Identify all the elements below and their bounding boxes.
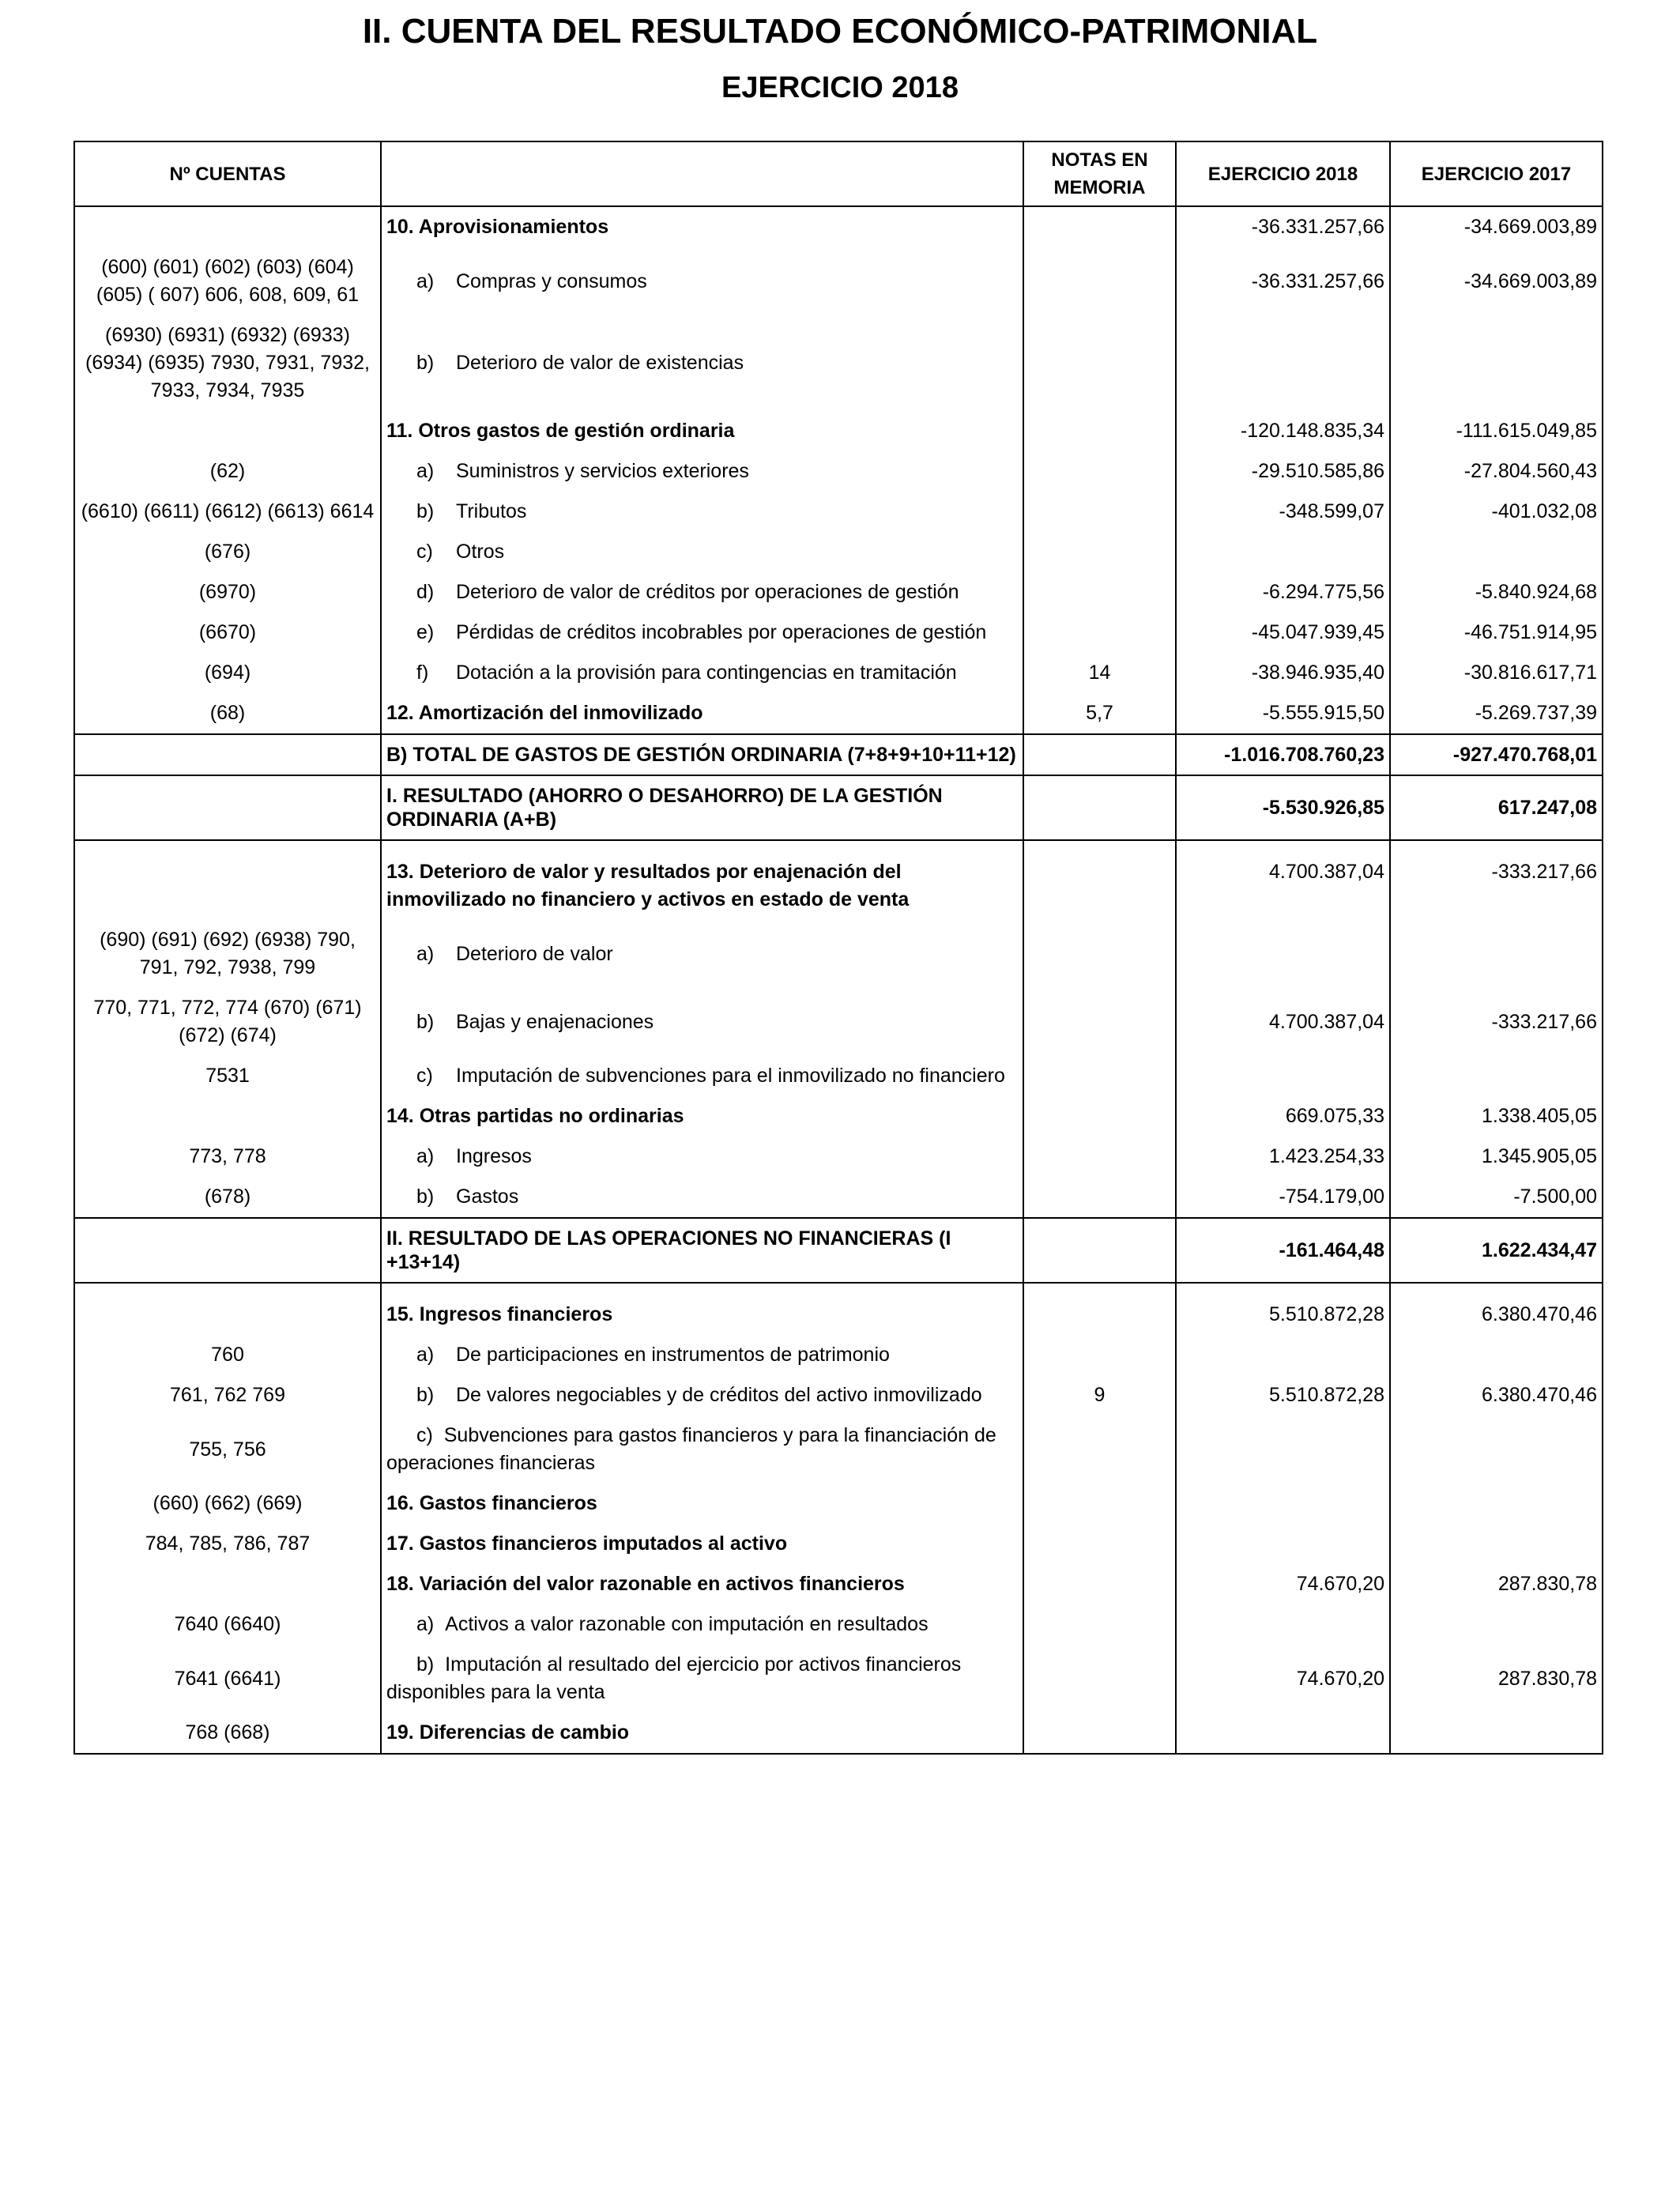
item-label: Otros — [456, 541, 505, 563]
total-row — [74, 1218, 1603, 1283]
line-description: 18. Variación del valor razonable en activos financieros — [381, 1564, 1023, 1604]
account-codes — [74, 1564, 381, 1604]
memoria-note — [1023, 1524, 1176, 1564]
value-2018: -38.946.935,40 — [1176, 653, 1390, 693]
value-2017 — [1390, 532, 1603, 572]
table-row — [74, 1177, 1603, 1218]
value-2018 — [1176, 532, 1390, 572]
value-2018 — [1176, 1335, 1390, 1375]
value-2018: 74.670,20 — [1176, 1564, 1390, 1604]
line-description — [381, 247, 1023, 315]
item-letter: a) — [416, 942, 435, 965]
value-2018: -1.016.708.760,23 — [1176, 734, 1390, 775]
item-label: Activos a valor razonable con imputación en resultados — [445, 1613, 929, 1635]
table-row — [74, 1645, 1603, 1713]
memoria-note — [1023, 1713, 1176, 1754]
line-description — [381, 653, 1023, 693]
item-label: Dotación a la provisión para contingencias en tramitación — [456, 662, 957, 684]
memoria-note — [1023, 840, 1176, 920]
memoria-note — [1023, 315, 1176, 411]
line-description — [381, 1645, 1023, 1713]
value-2018 — [1176, 1713, 1390, 1754]
column-header-ejercicio-2017: EJERCICIO 2017 — [1390, 141, 1603, 206]
table-row — [74, 1604, 1603, 1645]
table-row — [74, 1416, 1603, 1483]
value-2017: -46.751.914,95 — [1390, 613, 1603, 653]
account-codes — [74, 411, 381, 451]
item-label: Bajas y enajenaciones — [456, 1010, 654, 1033]
line-description — [381, 1375, 1023, 1416]
memoria-note — [1023, 1645, 1176, 1713]
line-description — [381, 1604, 1023, 1645]
value-2017: -333.217,66 — [1390, 840, 1603, 920]
memoria-note: 9 — [1023, 1375, 1176, 1416]
account-codes: 770, 771, 772, 774 (670) (671) (672) (674) — [74, 988, 381, 1056]
value-2018: -36.331.257,66 — [1176, 206, 1390, 247]
account-codes — [74, 1218, 381, 1283]
memoria-note — [1023, 613, 1176, 653]
value-2017 — [1390, 1713, 1603, 1754]
value-2017: 1.622.434,47 — [1390, 1218, 1603, 1283]
value-2017 — [1390, 1604, 1603, 1645]
item-letter: c) — [416, 541, 433, 563]
line-description — [381, 532, 1023, 572]
item-label: Imputación al resultado del ejercicio por activos financieros disponibles para la venta — [386, 1653, 962, 1703]
line-description — [381, 920, 1023, 988]
memoria-note — [1023, 1604, 1176, 1645]
item-letter: b) — [416, 1653, 435, 1676]
item-label: Deterioro de valor de existencias — [456, 352, 744, 374]
line-description: 11. Otros gastos de gestión ordinaria — [381, 411, 1023, 451]
memoria-note — [1023, 1056, 1176, 1096]
line-description — [381, 1137, 1023, 1177]
table-row — [74, 1564, 1603, 1604]
line-description — [381, 1177, 1023, 1218]
value-2017: -30.816.617,71 — [1390, 653, 1603, 693]
account-codes: (690) (691) (692) (6938) 790, 791, 792, 7938, 799 — [74, 920, 381, 988]
memoria-note — [1023, 1483, 1176, 1524]
account-codes: (62) — [74, 451, 381, 492]
memoria-note — [1023, 206, 1176, 247]
value-2018: -36.331.257,66 — [1176, 247, 1390, 315]
line-description: 17. Gastos financieros imputados al activo — [381, 1524, 1023, 1564]
line-description — [381, 1335, 1023, 1375]
value-2017: 287.830,78 — [1390, 1645, 1603, 1713]
line-description — [381, 1056, 1023, 1096]
account-codes — [74, 840, 381, 920]
page-subtitle: EJERCICIO 2018 — [721, 71, 959, 104]
account-codes: (678) — [74, 1177, 381, 1218]
account-codes: (600) (601) (602) (603) (604) (605) ( 607) 606, 608, 609, 61 — [74, 247, 381, 315]
item-letter: b) — [416, 1010, 435, 1033]
value-2017: -27.804.560,43 — [1390, 451, 1603, 492]
memoria-note: 14 — [1023, 653, 1176, 693]
column-header-description — [381, 141, 1023, 206]
table-row — [74, 653, 1603, 693]
account-codes: (6670) — [74, 613, 381, 653]
item-label: Pérdidas de créditos incobrables por operaciones de gestión — [456, 621, 987, 643]
item-letter: d) — [416, 581, 435, 603]
table-row — [74, 920, 1603, 988]
memoria-note — [1023, 532, 1176, 572]
value-2017: -7.500,00 — [1390, 1177, 1603, 1218]
item-letter: a) — [416, 1344, 435, 1366]
line-description: 15. Ingresos financieros — [381, 1283, 1023, 1335]
column-header-accounts: Nº CUENTAS — [74, 141, 381, 206]
value-2017: -34.669.003,89 — [1390, 206, 1603, 247]
line-description — [381, 1416, 1023, 1483]
column-header-notas: NOTAS EN MEMORIA — [1023, 141, 1176, 206]
line-description — [381, 451, 1023, 492]
value-2017 — [1390, 1483, 1603, 1524]
account-codes: (6610) (6611) (6612) (6613) 6614 — [74, 492, 381, 532]
value-2018: 4.700.387,04 — [1176, 988, 1390, 1056]
item-letter: a) — [416, 270, 435, 292]
account-codes: 7640 (6640) — [74, 1604, 381, 1645]
item-label: Ingresos — [456, 1145, 532, 1167]
column-header-ejercicio-2018: EJERCICIO 2018 — [1176, 141, 1390, 206]
account-codes: 755, 756 — [74, 1416, 381, 1483]
value-2018 — [1176, 1416, 1390, 1483]
table-row — [74, 1483, 1603, 1524]
item-label: Deterioro de valor — [456, 942, 613, 965]
item-label: Compras y consumos — [456, 270, 647, 292]
line-description: 16. Gastos financieros — [381, 1483, 1023, 1524]
memoria-note — [1023, 247, 1176, 315]
account-codes: 773, 778 — [74, 1137, 381, 1177]
value-2017 — [1390, 1335, 1603, 1375]
item-letter: e) — [416, 621, 435, 643]
line-description: 19. Diferencias de cambio — [381, 1713, 1023, 1754]
value-2018: -29.510.585,86 — [1176, 451, 1390, 492]
memoria-note — [1023, 1416, 1176, 1483]
value-2018: -120.148.835,34 — [1176, 411, 1390, 451]
table-row — [74, 693, 1603, 734]
value-2018: 5.510.872,28 — [1176, 1375, 1390, 1416]
memoria-note — [1023, 572, 1176, 613]
account-codes: (68) — [74, 693, 381, 734]
line-description: B) TOTAL DE GASTOS DE GESTIÓN ORDINARIA (7+8+9+10+11+12) — [381, 734, 1023, 775]
item-letter: b) — [416, 500, 435, 522]
memoria-note — [1023, 1096, 1176, 1137]
line-description — [381, 988, 1023, 1056]
line-description: II. RESULTADO DE LAS OPERACIONES NO FINANCIERAS (I +13+14) — [381, 1218, 1023, 1283]
table-row — [74, 1096, 1603, 1137]
value-2018: -161.464,48 — [1176, 1218, 1390, 1283]
line-description — [381, 492, 1023, 532]
table-row — [74, 451, 1603, 492]
account-codes: (6970) — [74, 572, 381, 613]
item-letter: f) — [416, 662, 429, 684]
page-title: II. CUENTA DEL RESULTADO ECONÓMICO-PATRIMONIAL — [362, 12, 1318, 51]
table-row — [74, 492, 1603, 532]
table-row — [74, 1335, 1603, 1375]
table-row — [74, 411, 1603, 451]
memoria-note — [1023, 1177, 1176, 1218]
memoria-note — [1023, 492, 1176, 532]
table-row — [74, 532, 1603, 572]
line-description: 10. Aprovisionamientos — [381, 206, 1023, 247]
table-row — [74, 1137, 1603, 1177]
value-2017: 287.830,78 — [1390, 1564, 1603, 1604]
value-2017 — [1390, 315, 1603, 411]
account-codes: 760 — [74, 1335, 381, 1375]
item-letter: c) — [416, 1065, 433, 1087]
value-2018: 1.423.254,33 — [1176, 1137, 1390, 1177]
memoria-note — [1023, 920, 1176, 988]
table-row — [74, 206, 1603, 247]
item-label: Deterioro de valor de créditos por operaciones de gestión — [456, 581, 959, 603]
value-2018: -6.294.775,56 — [1176, 572, 1390, 613]
table-row — [74, 613, 1603, 653]
table-row — [74, 988, 1603, 1056]
value-2017: -333.217,66 — [1390, 988, 1603, 1056]
table-row — [74, 1056, 1603, 1096]
table-row — [74, 840, 1603, 920]
memoria-note — [1023, 1137, 1176, 1177]
value-2018 — [1176, 1524, 1390, 1564]
item-letter: a) — [416, 460, 435, 482]
memoria-note — [1023, 988, 1176, 1056]
item-letter: b) — [416, 1186, 435, 1208]
value-2017: 6.380.470,46 — [1390, 1375, 1603, 1416]
value-2018 — [1176, 1604, 1390, 1645]
line-description: I. RESULTADO (AHORRO O DESAHORRO) DE LA GESTIÓN ORDINARIA (A+B) — [381, 775, 1023, 840]
item-label: De valores negociables y de créditos del activo inmovilizado — [456, 1384, 982, 1406]
value-2018 — [1176, 1483, 1390, 1524]
value-2018 — [1176, 1056, 1390, 1096]
account-codes — [74, 206, 381, 247]
memoria-note — [1023, 451, 1176, 492]
account-codes — [74, 734, 381, 775]
value-2017: 1.338.405,05 — [1390, 1096, 1603, 1137]
value-2018: -45.047.939,45 — [1176, 613, 1390, 653]
memoria-note — [1023, 734, 1176, 775]
value-2017: -401.032,08 — [1390, 492, 1603, 532]
total-row — [74, 734, 1603, 775]
value-2017 — [1390, 1416, 1603, 1483]
value-2017: -111.615.049,85 — [1390, 411, 1603, 451]
memoria-note — [1023, 1335, 1176, 1375]
memoria-note — [1023, 1218, 1176, 1283]
value-2018 — [1176, 920, 1390, 988]
table-row — [74, 572, 1603, 613]
account-codes: 768 (668) — [74, 1713, 381, 1754]
value-2018: -5.555.915,50 — [1176, 693, 1390, 734]
value-2018: -348.599,07 — [1176, 492, 1390, 532]
value-2018: 74.670,20 — [1176, 1645, 1390, 1713]
income-statement-table — [73, 141, 1603, 1755]
account-codes — [74, 1096, 381, 1137]
line-description — [381, 315, 1023, 411]
memoria-note: 5,7 — [1023, 693, 1176, 734]
memoria-note — [1023, 1564, 1176, 1604]
item-label: Imputación de subvenciones para el inmovilizado no financiero — [456, 1065, 1005, 1087]
table-row — [74, 1283, 1603, 1335]
account-codes: 7531 — [74, 1056, 381, 1096]
line-description — [381, 572, 1023, 613]
line-description: 13. Deterioro de valor y resultados por enajenación del inmovilizado no financiero y activos en estado de venta — [381, 840, 1023, 920]
value-2017: 6.380.470,46 — [1390, 1283, 1603, 1335]
account-codes: 784, 785, 786, 787 — [74, 1524, 381, 1564]
account-codes — [74, 775, 381, 840]
value-2017: 617.247,08 — [1390, 775, 1603, 840]
account-codes: (676) — [74, 532, 381, 572]
value-2017: -5.269.737,39 — [1390, 693, 1603, 734]
account-codes — [74, 1283, 381, 1335]
value-2017 — [1390, 920, 1603, 988]
item-label: De participaciones en instrumentos de patrimonio — [456, 1344, 890, 1366]
item-letter: a) — [416, 1145, 435, 1167]
table-row — [74, 1375, 1603, 1416]
line-description: 12. Amortización del inmovilizado — [381, 693, 1023, 734]
account-codes: (694) — [74, 653, 381, 693]
item-label: Tributos — [456, 500, 527, 522]
table-row — [74, 1713, 1603, 1754]
line-description — [381, 613, 1023, 653]
item-label: Gastos — [456, 1186, 519, 1208]
account-codes: (6930) (6931) (6932) (6933) (6934) (6935) 7930, 7931, 7932, 7933, 7934, 7935 — [74, 315, 381, 411]
item-label: Suministros y servicios exteriores — [456, 460, 749, 482]
value-2018: -754.179,00 — [1176, 1177, 1390, 1218]
total-row — [74, 775, 1603, 840]
item-letter: b) — [416, 352, 435, 374]
line-description: 14. Otras partidas no ordinarias — [381, 1096, 1023, 1137]
memoria-note — [1023, 1283, 1176, 1335]
account-codes: (660) (662) (669) — [74, 1483, 381, 1524]
memoria-note — [1023, 411, 1176, 451]
value-2018 — [1176, 315, 1390, 411]
item-letter: b) — [416, 1384, 435, 1406]
value-2017: 1.345.905,05 — [1390, 1137, 1603, 1177]
item-label: Subvenciones para gastos financieros y para la financiación de operaciones financieras — [386, 1424, 996, 1474]
item-letter: c) — [416, 1424, 433, 1446]
value-2017: -927.470.768,01 — [1390, 734, 1603, 775]
value-2017 — [1390, 1524, 1603, 1564]
value-2018: -5.530.926,85 — [1176, 775, 1390, 840]
table-row — [74, 247, 1603, 315]
value-2017: -34.669.003,89 — [1390, 247, 1603, 315]
value-2017 — [1390, 1056, 1603, 1096]
table-header-row — [74, 141, 1603, 206]
item-letter: a) — [416, 1613, 435, 1635]
value-2018: 669.075,33 — [1176, 1096, 1390, 1137]
table-row — [74, 1524, 1603, 1564]
table-row — [74, 315, 1603, 411]
account-codes: 761, 762 769 — [74, 1375, 381, 1416]
account-codes: 7641 (6641) — [74, 1645, 381, 1713]
value-2018: 4.700.387,04 — [1176, 840, 1390, 920]
memoria-note — [1023, 775, 1176, 840]
value-2017: -5.840.924,68 — [1390, 572, 1603, 613]
table-body — [74, 206, 1603, 1754]
value-2018: 5.510.872,28 — [1176, 1283, 1390, 1335]
